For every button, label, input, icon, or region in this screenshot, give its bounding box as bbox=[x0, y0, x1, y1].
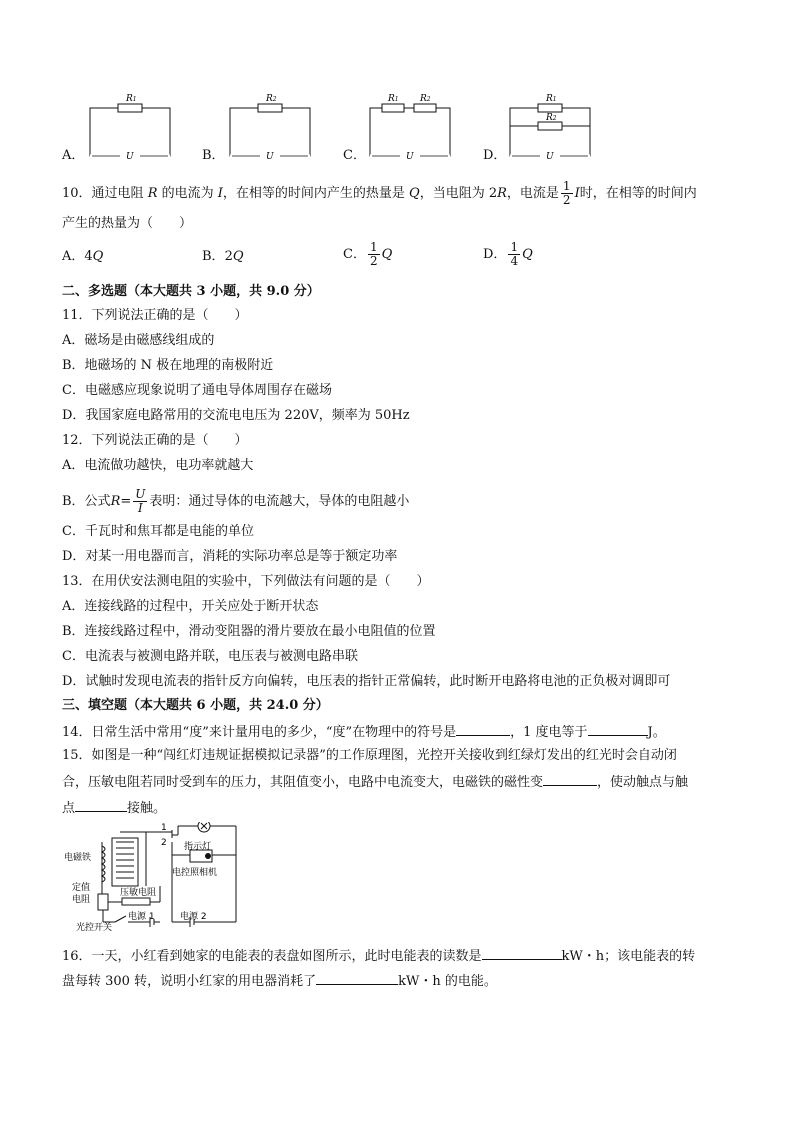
circuit-c-u-label: U bbox=[406, 152, 414, 162]
q11-option-b: B．地磁场的 N 极在地理的南极附近 bbox=[62, 358, 274, 373]
q12-formula-fraction: $\frac{U}{I}$ bbox=[135, 487, 146, 515]
circuit-d-r2-label: R2 bbox=[546, 113, 557, 123]
q12-option-d: D．对某一用电器而言，消耗的实际功率总是等于额定功率 bbox=[62, 549, 398, 564]
diagram-label-contact-1: 1 bbox=[161, 823, 167, 833]
diagram-label-source-1: 电源 1 bbox=[128, 912, 155, 922]
circuit-d bbox=[510, 94, 590, 162]
q10-option-d: D． $\frac{1}{4}$ Q bbox=[483, 240, 533, 268]
q15-stem-line3: 点 接触。 bbox=[62, 797, 166, 819]
q10-option-b: B．2Q bbox=[202, 249, 244, 264]
q16-stem-line1: 16．一天，小红看到她家的电能表的表盘如图所示，此时电能表的读数是 kW・h；该电能表的转 bbox=[62, 945, 695, 967]
diagram-label-source-2: 电源 2 bbox=[180, 912, 207, 922]
q13-option-b: B．连接线路过程中，滑动变阻器的滑片要放在最小电阻值的位置 bbox=[62, 624, 436, 639]
q10-stem-line2: 产生的热量为（ ） bbox=[62, 216, 193, 231]
q15-blank-1[interactable] bbox=[543, 771, 597, 786]
q11-stem: 11．下列说法正确的是（ ） bbox=[62, 308, 248, 323]
circuit-b-u-label: U bbox=[266, 152, 274, 162]
q16-blank-2[interactable] bbox=[316, 970, 398, 985]
q12-option-a: A．电流做功越快，电功率就越大 bbox=[62, 458, 254, 473]
diagram-label-indicator: 指示灯 bbox=[184, 842, 212, 852]
q10-stem-line1: 10．通过电阻 R 的电流为 I，在相等的时间内产生的热量是 Q，当电阻为 2R，电流是 $\frac{1}{2}$ I时，在相等的时间内 bbox=[62, 179, 697, 207]
circuit-b-r2-label: R2 bbox=[266, 94, 277, 104]
diagram-label-fixed-resistor-2: 电阻 bbox=[72, 895, 91, 905]
q13-option-c: C．电流表与被测电路并联，电压表与被测电路串联 bbox=[62, 649, 358, 664]
diagram-label-contact-2: 2 bbox=[161, 838, 167, 848]
q9-circuit-options bbox=[0, 0, 794, 175]
q14-blank-1[interactable] bbox=[456, 721, 510, 736]
q10-current-fraction: $\frac{1}{2}$ bbox=[562, 179, 571, 207]
diagram-label-fixed-resistor-1: 定值 bbox=[72, 883, 91, 893]
q15-blank-2[interactable] bbox=[75, 797, 127, 812]
diagram-label-pressure-resistor: 压敏电阻 bbox=[120, 888, 157, 898]
q10-option-a: A．4Q bbox=[62, 249, 104, 264]
q13-stem: 13．在用伏安法测电阻的实验中，下列做法有问题的是（ ） bbox=[62, 574, 430, 589]
circuit-d-u-label: U bbox=[546, 152, 554, 162]
circuit-a-u-label: U bbox=[126, 152, 134, 162]
q13-option-d: D．试触时发现电流表的指针反方向偏转，电压表的指针正常偏转，此时断开电路将电池的正负极对调即可 bbox=[62, 674, 671, 689]
section-3-heading: 三、填空题（本大题共 6 小题，共 24.0 分） bbox=[62, 698, 329, 713]
q11-option-d: D．我国家庭电路常用的交流电电压为 220V，频率为 50Hz bbox=[62, 408, 410, 423]
circuit-c bbox=[370, 94, 450, 162]
q9-option-d: D． bbox=[483, 148, 507, 163]
diagram-label-light-switch: 光控开关 bbox=[76, 923, 113, 932]
q11-option-c: C．电磁感应现象说明了通电导体周围存在磁场 bbox=[62, 383, 332, 398]
circuit-a bbox=[90, 94, 170, 162]
q11-option-a: A．磁场是由磁感线组成的 bbox=[62, 333, 215, 348]
q13-option-a: A．连接线路的过程中，开关应处于断开状态 bbox=[62, 599, 319, 614]
q9-option-a: A． bbox=[62, 148, 85, 163]
section-2-heading: 二、多选题（本大题共 3 小题，共 9.0 分） bbox=[62, 284, 320, 299]
circuit-c-r2-label: R2 bbox=[420, 94, 431, 104]
circuit-c-r1-label: R1 bbox=[388, 94, 399, 104]
q16-blank-1[interactable] bbox=[482, 945, 562, 960]
q15-stem-line2: 合，压敏电阻若同时受到车的压力，其阻值变小，电路中电流变大，电磁铁的磁性变 ，使动触点与触 bbox=[62, 771, 688, 793]
q12-option-b: B．公式R= $\frac{U}{I}$ 表明：通过导体的电流越大，导体的电阻越小 bbox=[62, 487, 410, 515]
q9-option-c: C． bbox=[343, 148, 366, 163]
q16-stem-line2: 盘每转 300 转，说明小红家的用电器消耗了 kW・h 的电能。 bbox=[62, 970, 497, 992]
circuit-a-r1-label: R1 bbox=[126, 94, 137, 104]
circuit-d-r1-label: R1 bbox=[546, 94, 557, 104]
q12-stem: 12．下列说法正确的是（ ） bbox=[62, 433, 248, 448]
diagram-label-camera: 电控照相机 bbox=[172, 868, 218, 878]
q10-option-c: C． $\frac{1}{2}$ Q bbox=[343, 240, 393, 268]
circuit-b bbox=[230, 94, 310, 162]
q14-stem: 14．日常生活中常用“度”来计量用电的多少，“度”在物理中的符号是 ，1 度电等于 J。 bbox=[62, 721, 666, 743]
diagram-label-electromagnet: 电磁铁 bbox=[64, 853, 92, 863]
q15-stem-line1: 15．如图是一种“闯红灯违规证据模拟记录器”的工作原理图，光控开关接收到红绿灯发出的红光时会自动闭 bbox=[62, 748, 677, 763]
q9-option-b: B． bbox=[202, 148, 225, 163]
q15-circuit-diagram bbox=[60, 822, 240, 932]
q12-option-c: C．千瓦时和焦耳都是电能的单位 bbox=[62, 524, 254, 539]
q14-blank-2[interactable] bbox=[588, 721, 648, 736]
